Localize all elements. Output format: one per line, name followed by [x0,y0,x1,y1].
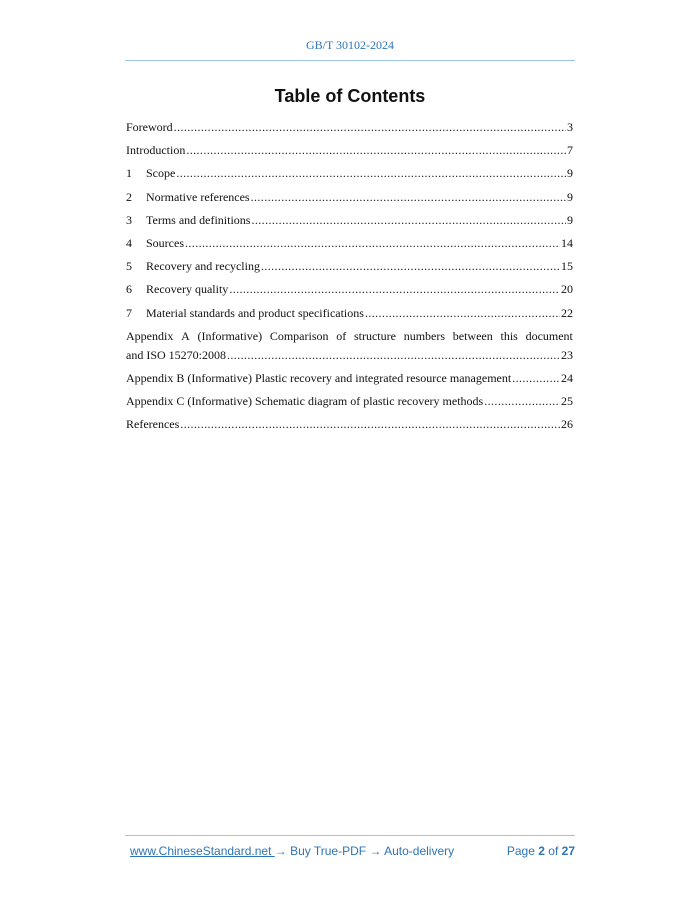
chinesestandard-link[interactable]: www.ChineseStandard.net [130,844,275,858]
toc-entry-word: this [500,328,518,343]
page-footer [130,844,575,858]
toc-entry-page: 23 [561,347,573,362]
toc-entry-page: 9 [567,166,573,181]
toc-entry-label: Sources [146,235,184,250]
toc-leader-dots [227,347,560,363]
toc-entry-page: 3 [567,120,573,134]
toc-leader-dots [185,235,560,251]
toc-entry-appendix-c[interactable] [126,393,573,409]
toc-entry-word: document [525,328,573,343]
toc-leader-dots [180,416,560,432]
footer-divider [125,835,575,836]
toc-entry-page: 7 [567,143,573,158]
toc-entry-number: 7 [126,305,132,320]
toc-entry-label: Recovery quality [146,282,229,297]
toc-leader-dots [512,370,560,386]
table-of-contents [126,119,573,439]
toc-entry-label: Foreword [126,120,173,134]
toc-entry-label: References [126,417,180,432]
toc-entry-page: 9 [567,189,573,204]
toc-entry-number: 5 [126,259,132,274]
toc-entry-number: 4 [126,235,132,250]
toc-entry-page: 24 [561,370,573,385]
toc-entry-label: Appendix B (Informative) Plastic recovery and integrated resource management [126,370,512,385]
toc-leader-dots [174,119,566,135]
footer-promo-text: → Buy True-PDF → Auto-delivery [274,844,455,858]
toc-entry-page: 26 [561,417,573,432]
toc-entry-label: Material standards and product specifications [146,305,364,320]
toc-entry-terms-and-definitions[interactable] [126,212,573,228]
toc-entry-word: (Informative) [197,328,263,343]
toc-leader-dots [484,393,560,409]
toc-leader-dots [365,305,560,321]
toc-entry-appendix-a[interactable] [126,328,573,363]
toc-entry-word: of [336,328,347,343]
toc-entry-label: Normative references [146,189,250,204]
toc-entry-word: structure [353,328,396,343]
toc-entry-page: 15 [561,259,573,274]
document-header-code: GB/T 30102-2024 [305,38,395,52]
toc-leader-dots [229,281,560,297]
toc-entry-word: Appendix [126,328,174,343]
toc-entry-number: 2 [126,189,132,204]
toc-entry-label-line1 [126,328,573,344]
toc-leader-dots [251,189,566,205]
toc-entry-appendix-b[interactable] [126,370,573,386]
toc-entry-number: 6 [126,282,132,297]
toc-entry-label: and ISO 15270:2008 [126,347,226,362]
toc-entry-word: numbers [403,328,446,343]
toc-entry-page: 14 [561,235,573,250]
toc-entry-page: 25 [561,394,573,409]
toc-entry-sources[interactable] [126,235,573,251]
toc-entry-label: Recovery and recycling [146,259,260,274]
toc-leader-dots [176,165,566,181]
toc-entry-number: 1 [126,166,132,181]
footer-promo [130,844,454,858]
toc-entry-word: A [181,328,190,343]
toc-entry-page: 22 [561,305,573,320]
page-title: Table of Contents [274,86,426,106]
toc-leader-dots [261,258,560,274]
page-indicator [507,844,575,858]
toc-entry-label: Scope [146,166,176,181]
header-divider [125,60,575,61]
toc-entry-recovery-quality[interactable] [126,281,573,297]
page-of-label: of [548,844,559,858]
toc-entry-introduction[interactable] [126,142,573,158]
toc-entry-foreword[interactable] [126,119,573,135]
toc-entry-label-line2 [126,347,573,363]
toc-entry-recovery-and-recycling[interactable] [126,258,573,274]
page-label: Page [506,844,535,858]
page-total: 27 [561,844,575,858]
toc-entry-scope[interactable] [126,165,573,181]
toc-entry-material-standards[interactable] [126,305,573,321]
toc-entry-normative-references[interactable] [126,189,573,205]
toc-entry-word: Comparison [269,328,329,343]
toc-entry-number: 3 [126,212,132,227]
toc-entry-page: 9 [567,212,573,227]
toc-entry-word: between [452,328,493,343]
toc-leader-dots [186,142,566,158]
toc-entry-label: Terms and definitions [146,212,251,227]
toc-entry-label: Appendix C (Informative) Schematic diagram of plastic recovery methods [126,394,484,409]
toc-entry-references[interactable] [126,416,573,432]
toc-entry-label: Introduction [126,143,186,158]
toc-entry-page: 20 [561,282,573,297]
toc-leader-dots [251,212,566,228]
page-current: 2 [538,844,545,858]
